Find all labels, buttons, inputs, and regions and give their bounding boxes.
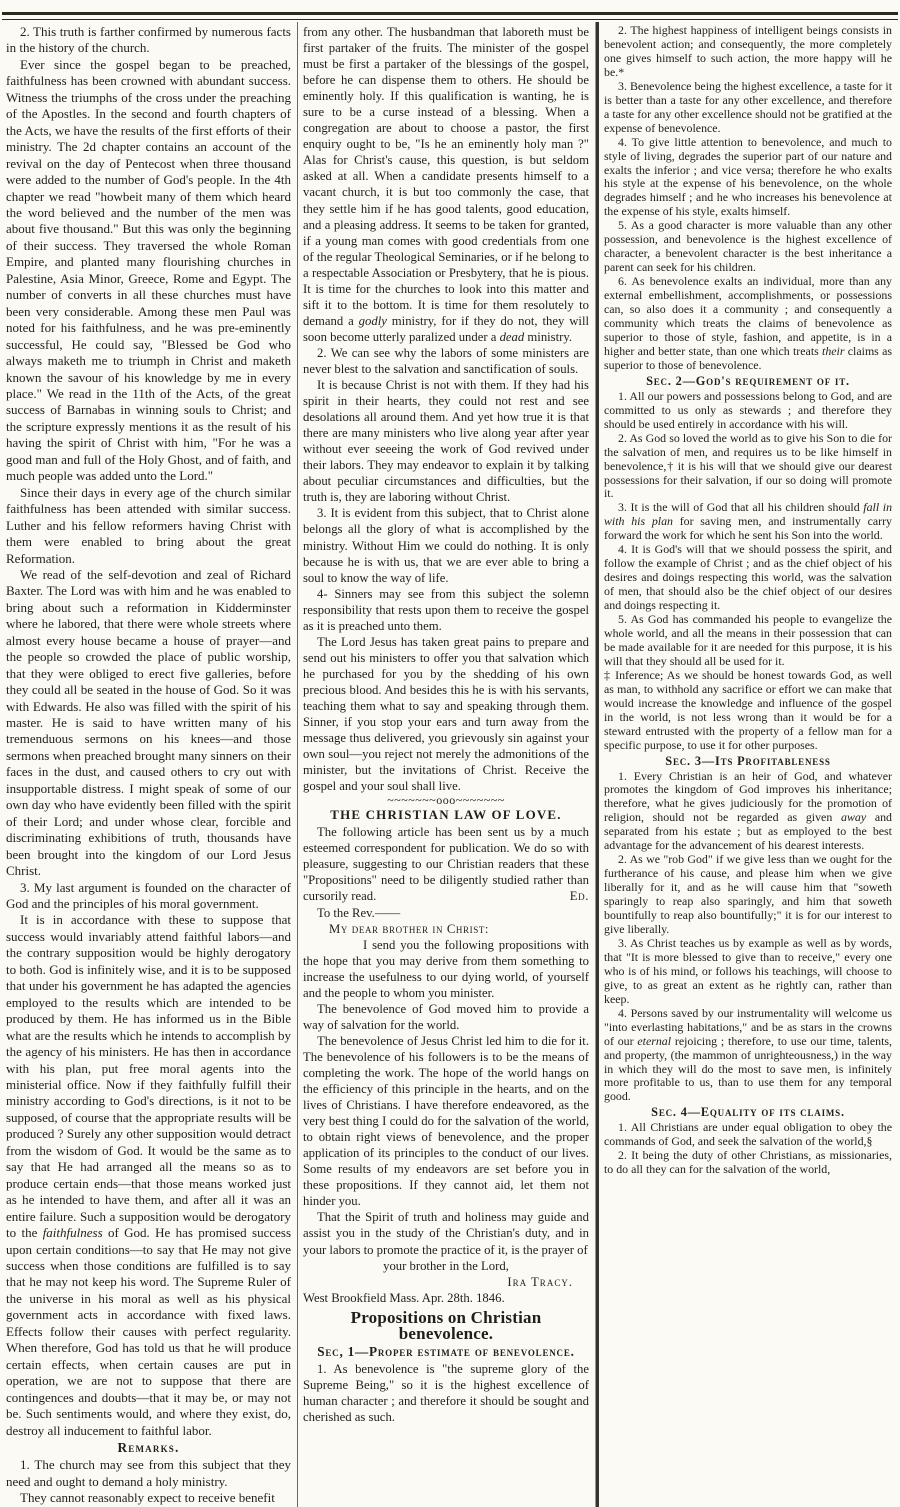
article-paragraph: That the Spirit of truth and holiness may guide and assist you in the study of the Christian's duty, and in your labors to promote the practice of it, is the prayer of xyxy=(303,1210,589,1257)
article-paragraph: 1. All our powers and possessions belong to God, and are committed to us only as stewards ; and therefore they should be used entirely in accordance with his will. xyxy=(604,388,892,431)
newspaper-page xyxy=(0,12,900,1506)
subheading: Sec, 1—Proper estimate of benevolence. xyxy=(317,1343,575,1359)
article-paragraph: We read of the self-devotion and zeal of Richard Baxter. The Lord was with him and he was enabled to bring about such a reformation in Kidderminster where he labored, that there were whole streets where almost every house became a house of prayer—and the people so crowded the place of public worship, that they were obliged to erect five galleries, before they could all be seated in the house of God. So it was with Edwards. He also was filled with the spirit of his master. He is said to have written many of his tremenduous sermons on his knees—and those sermons when preached brought many sinners on their faces in the dust, and caused others to cry out with insupportable distress. I might speak of some of our own day who have evidently been filled with the spirit of their Lord; and under whose clear, forcible and discriminating exhibitions of truth, thousands have been brought into the kingdom of our Lord Jesus Christ. xyxy=(6,566,291,879)
article-paragraph: 1. All Christians are under equal obligation to obey the commands of God, and seek the salvation of the world,§ xyxy=(604,1120,892,1149)
article-paragraph: 5. As a good character is more valuable than any other possession, and benevolence is the highest excellence of character, a benevolent character is the best inheritance a parent can seek for his children. xyxy=(604,218,892,275)
article-paragraph: 1. Every Christian is an heir of God, and whatever promotes the kingdom of God improves his inheritance; therefore, what he gives judiciously for the promotion of religion, should not be regarded as given away and separated from his estate ; but as employed to the best advantage for the advancement of his dearest interests. xyxy=(604,768,892,853)
article-paragraph: 3. It is evident from this subject, that to Christ alone belongs all the glory of what is accomplished by the ministry. Without Him we could do nothing. It is only because he is with us, that we are ever able to bring a soul to know the way of life. xyxy=(303,506,589,585)
article-paragraph: 2. As God so loved the world as to give his Son to die for the salvation of men, and requires us to be like himself in benevolence,† it is his will that we should give our dearest possessions for their salvation, if our so doing will promote it. xyxy=(604,430,892,501)
article-paragraph: 1. As benevolence is "the supreme glory of the Supreme Being," so it is the highest excellence of human character ; and therefore it should be sought and cherished as such. xyxy=(303,1361,589,1424)
article-paragraph: 6. As benevolence exalts an individual, more than any external embellishment, accomplishments, or possessions can, so also does it a community ; and consequently a community which treats the claims of benevolence as superior to those of style, fashion, and appetite, is in a higher and better state, than one which treats their claims as superior to those of benevolence. xyxy=(604,274,892,372)
heading-caps: Remarks. xyxy=(117,1439,180,1455)
article-paragraph: West Brookfield Mass. Apr. 28th. 1846. xyxy=(303,1290,505,1305)
article-paragraph: The benevolence of Jesus Christ led him to die for it. The benevolence of his followers is to be the means of completing the work. The hope of the world hangs on the efficiency of this principle in the hearts, and on the lives of Christians. I have therefore endeavored, as the very best thing I could do for the salvation of the world, to obtain right views of benevolence, and the proper application of its principles to the conduct of our lives. Some results of my endeavors are set before you in these propositions. If they cannot aid, let them not hinder you. xyxy=(303,1033,589,1209)
article-paragraph: The benevolence of God moved him to provide a way of salvation for the world. xyxy=(303,1001,589,1032)
article-paragraph: 4. To give little attention to benevolence, and much to style of living, degrades the superior part of our nature and exalts the inferior ; and vice versa; therefore he who exalts his style at the expense of his benevolence, on the whole degrades himself ; and he who increases his benevolence at the expense of his style, exalts himself. xyxy=(604,134,892,219)
article-paragraph: They cannot reasonably expect to receive benefit xyxy=(20,1490,275,1506)
sig-right: Ira Tracy. xyxy=(507,1274,573,1289)
column-left xyxy=(1,22,297,1507)
ornament: ~~~~~~~ooo~~~~~~~ xyxy=(387,793,505,808)
article-paragraph: 4. It is God's will that we should possess the spirit, and follow the example of Christ ; and as the chief object of his desires and doings respecting this world, was the salvation of men, that should also be the chief object of our desires and doings respecting it. xyxy=(604,542,892,613)
heading-title: Propositions on Christian benevolence. xyxy=(350,1307,542,1343)
article-paragraph: The Lord Jesus has taken great pains to prepare and send out his ministers to offer you that salvation which he purchased for you by the shedding of his own precious blood. And besides this he is with his servants, teaching them what to say and speaking through them. Sinner, if you stop your ears and turn away from the message thus delivered, you grievously sin against your own soul—you reject not merely the admonitions of the minister, but the invitations of Christ. Receive the gospel and your soul shall live. xyxy=(303,634,589,794)
column-middle xyxy=(298,22,595,1507)
heading-caps: THE CHRISTIAN LAW OF LOVE. xyxy=(330,807,562,823)
article-paragraph: from any other. The husbandman that laboreth must be first partaker of the fruits. The minister of the gospel must be first a partaker of the blessings of the gospel, before he can dispense them to others. He should be eminently holy. If this qualification is wanting, he is sure to be a curse instead of a blessing. When a congregation are about to choose a pastor, the first enquiry ought to be, "Is he an eminently holy man ?" Alas for Christ's cause, this question, is but seldom asked at all. When a candidate presents himself to a vacant church, it is but too commonly the case, that they settle him if he has good talents, good education, and a pleasing address. It seems to be taken for granted, if a young man comes with good credentials from one of the regular Theological Seminaries, or if he belong to a respectable Association or Presbytery, that he is pious. It is time for the churches to look into this matter and sift it to the bottom. It is time for them resolutely to demand a godly ministry, for if they do not, they will soon become utterly paralized under a dead ministry. xyxy=(303,25,590,344)
salutation: My dear brother in Christ: xyxy=(329,921,490,936)
article-paragraph: 3. As Christ teaches us by example as well as by words, that "It is more blessed to give than to receive," every one who is of his mind, or follows his teachings, will choose to give, to as great an extent as he rightly can, rather than keep. xyxy=(604,935,892,1006)
article-paragraph: 4. Persons saved by our instrumentality will welcome us "into everlasting habitations," and be as stars in the crowns of our eternal rejoicing ; therefore, to use our time, talents, and property, (the mammon of unrighteousness,) in the way in which they will do the most to save men, is infinitely more profitable to us, than to use them for any temporal good. xyxy=(604,1005,893,1104)
article-paragraph: 2. The highest happiness of intelligent beings consists in benevolent action; and consequently, the more completely one gives himself to such action, the more happy will he be.* xyxy=(604,23,892,79)
center-line: your brother in the Lord, xyxy=(383,1258,509,1273)
column-right xyxy=(599,22,898,1507)
article-paragraph: Since their days in every age of the church similar faithfulness has been attended with similar success. Luther and his fellow reformers having Christ with them were enabled to bring about the great Reformation. xyxy=(6,484,291,566)
article-paragraph: 3. It is the will of God that all his children should fall in with his plan for saving men, and instrumentally carry forward the work for which he sent his Son into the world. xyxy=(604,500,893,543)
article-paragraph: 2. This truth is farther confirmed by numerous facts in the history of the church. xyxy=(6,24,291,56)
subheading: Sec. 4—Equality of its claims. xyxy=(651,1105,845,1120)
article-paragraph: Ever since the gospel began to be preached, faithfulness has been crowned with abundant success. Witness the triumphs of the cross under the preaching of the Apostles. In the second and fourth chapters of the Acts, we have the results of the first efforts of their ministry. The 2d chapter contains an account of the revival on the day of Pentecost when three thousand were added to the number of God's people. In the 4th chapter we read "howbeit many of them which heard the word believed and the number of the men was about five thousand." But this was only the beginning of their success. They traversed the whole Roman Empire, and planted many flourishing churches in Palestine, Asia Minor, Greece, Rome and Egypt. The number of converts in all these churches must have been very considerable. Among these men Paul was noted for his faithfulness, and he was pre-eminently successful, He could say, "Blessed be God who always maketh me to triumph in Christ and maketh known the savour of his knowledge by me in every place." We read in the 11th of the Acts, of the great success of Barnabas in winning souls to Christ; and the scripture expressly mentions it as the result of his having the spirit of Christ with him, "For he was a good man and full of the Holy Ghost, and of faith, and much people was added unto the Lord." xyxy=(6,56,291,484)
subheading: Sec. 3—Its Profitableness xyxy=(665,753,831,768)
article-paragraph: 1. The church may see from this subject that they need and ought to demand a holy ministry. xyxy=(6,1457,291,1489)
article-paragraph: It is because Christ is not with them. If they had his spirit in their hearts, they could not rest and see desolations all around them. And yet how true it is that there are many ministers who live along year after year without ever seeeing the work of God revived under their labors. They may endeavor to explain it by talking about peculiar circumstances and difficulties, but the truth is, they are laboring without Christ. xyxy=(303,378,589,505)
subheading: Sec. 2—God's requirement of it. xyxy=(646,373,850,388)
article-paragraph: 5. As God has commanded his people to evangelize the whole world, and all the means in their possession that can be made available for it are needed for this purpose, it is his will that they should all be used for it. xyxy=(604,612,892,668)
editor-signature: Ed. xyxy=(569,889,589,904)
article-paragraph: 4- Sinners may see from this subject the solemn responsibility that rests upon them to receive the gospel as it is preached unto them. xyxy=(303,586,589,633)
article-paragraph: The following article has been sent us by a much esteemed correspondent for publication. We do so with pleasure, suggesting to our Christian readers that these "Propositions" need to be diligently studied rather than cursorily read. Ed. xyxy=(303,825,589,904)
article-paragraph: 2. As we "rob God" if we give less than we ought for the furtherance of his cause, and please him when we give liberally for it, and as he will cause him that "soweth sparingly to reap also sparingly, and him that soweth bountifully to reap also bountifully;" it is for our interest to give liberally. xyxy=(604,852,892,936)
article-paragraph: It is in accordance with these to suppose that success would invariably attend faithful labors—and the contrary supposition would be highly derogatory to both. God is infinitely wise, and it is to be supposed that under his government he has adapted the agencies employed to the results which are intended to be produced by them. He has informed us in the Bible what are the results which he intends to accomplish by the agency of his ministers. He has then in accordance with his plan, put free moral agents into the ministerial office. Now if they faithfully fulfill their ministry according to God's directions, is it not to be supposed, of course that the appropriate results will be produced ? Surely any other supposition would detract from the wisdom of God. It would be the same as to say that He had arranged all the means so as to produce certain ends—that those means worked just as he intended to have them, and after all it was an entire failure. Such a supposition would be derogatory to the faithfulness of God. He has promised success upon certain conditions—to say that He may not give success when those conditions are fulfilled is to say that he may not keep his word. The Supreme Ruler of the universe in his moral as well as his physical government acts in accordance with fixed laws. Effects follow their causes with perfect regularity. When therefore, God has told us that he will produce certain effects, when certain causes are put in operation, we are not to suppose that there are contingences and doubts—that it may be, or may not be. Such sentiments would, and where they exist, do, destroy all inducement to faithful labor. xyxy=(6,912,292,1438)
article-paragraph: 3. My last argument is founded on the character of God and the principles of his moral government. xyxy=(6,879,291,912)
article-paragraph: ‡ Inference; As we should be honest towards God, as well as man, to withhold any sacrifice or effort we can make that would increase the knowledge and influence of the gospel in the world, is not less wrong than it would be for a steward entrusted with the property of a fellow man for a specific purpose, to use it for other purposes. xyxy=(604,667,892,752)
article-paragraph: 2. It being the duty of other Christians, as missionaries, to do all they can for the salvation of the world, xyxy=(604,1148,892,1177)
article-paragraph: 3. Benevolence being the highest excellence, a taste for it is better than a taste for any other excellence, and therefore a taste for any other excellence should not be gratified at the expense of benevolence. xyxy=(604,78,892,135)
article-paragraph: To the Rev.—— xyxy=(317,905,401,920)
article-paragraph: 2. We can see why the labors of some ministers are never blest to the salvation and sanctification of souls. xyxy=(303,345,589,376)
article-paragraph: I send you the following propositions with the hope that you may derive from them something to increase the usefulness to our dying world, of yourself and the people to whom you minister. xyxy=(303,937,589,1000)
column-layout xyxy=(0,22,900,1507)
masthead-double-rule xyxy=(2,12,898,20)
